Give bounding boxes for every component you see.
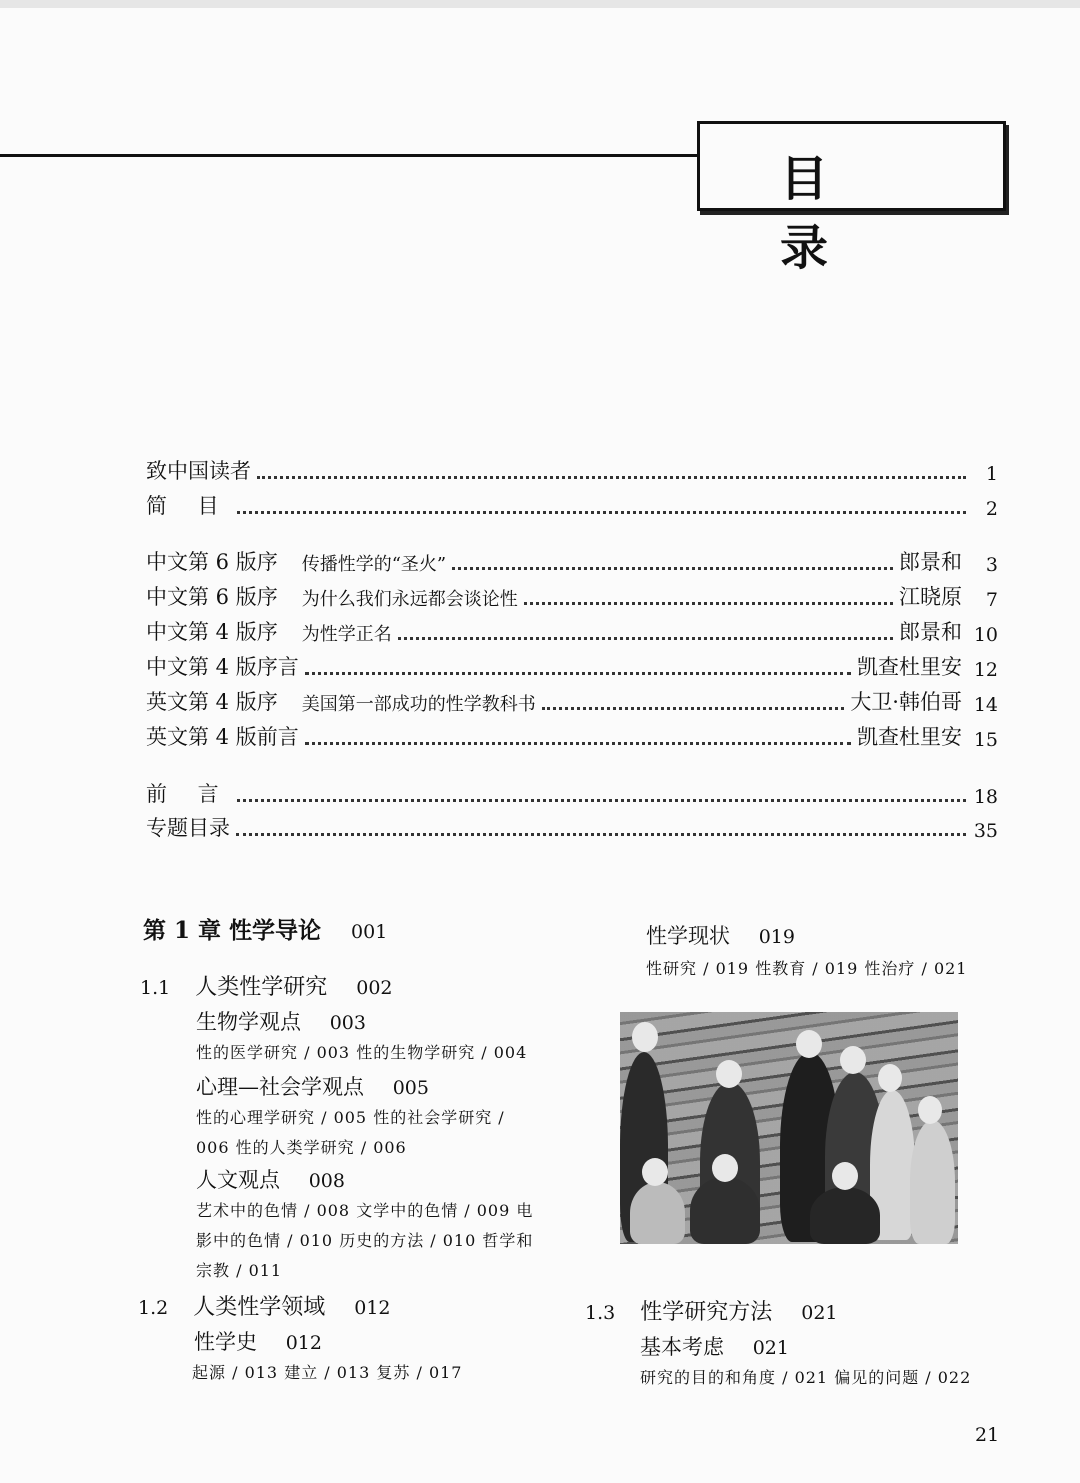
chapter-page: 001 bbox=[351, 921, 388, 943]
toc-page: 12 bbox=[973, 659, 998, 681]
leader-dots bbox=[257, 476, 966, 479]
section-number: 1.3 bbox=[585, 1302, 616, 1324]
toc-label: 专题目录 bbox=[146, 816, 230, 840]
toc-subtitle: 为性学正名 bbox=[301, 624, 392, 645]
toc-row[interactable] bbox=[146, 455, 998, 485]
chapter-title[interactable] bbox=[143, 912, 387, 945]
top-strip bbox=[0, 0, 1080, 8]
toc-label: 英文第 4 版前言 bbox=[146, 725, 299, 749]
subsection-page: 003 bbox=[329, 1012, 366, 1034]
toc-page: 15 bbox=[973, 729, 998, 751]
toc-page: 2 bbox=[985, 498, 998, 520]
toc-page: 3 bbox=[985, 554, 998, 576]
toc-subtitle: 美国第一部成功的性学教科书 bbox=[301, 694, 536, 715]
toc-subtitle: 为什么我们永远都会谈论性 bbox=[301, 589, 518, 610]
topic-list: 起源 / 013 建立 / 013 复苏 / 017 bbox=[192, 1363, 463, 1382]
toc-row[interactable] bbox=[146, 616, 998, 646]
toc-subtitle: 传播性学的“圣火” bbox=[301, 554, 447, 575]
topic-list: 性的心理学研究 / 005 性的社会学研究 / 006 性的人类学研究 / 006 bbox=[196, 1108, 505, 1157]
section-number: 1.2 bbox=[138, 1297, 169, 1319]
topic-list: 性研究 / 019 性教育 / 019 性治疗 / 021 bbox=[646, 959, 968, 978]
chapter-label: 第 1 章 性学导论 bbox=[143, 917, 322, 944]
subsection-page: 019 bbox=[758, 926, 795, 948]
section-title: 人类性学领域 bbox=[193, 1295, 326, 1320]
toc-label: 简 目 bbox=[146, 494, 231, 518]
toc-page: 18 bbox=[973, 786, 998, 808]
toc-label: 中文第 6 版序 bbox=[146, 550, 278, 574]
toc-row[interactable] bbox=[146, 686, 998, 716]
toc-label: 前 言 bbox=[146, 782, 231, 806]
leader-dots bbox=[305, 742, 851, 745]
subsection-title: 人文观点 bbox=[196, 1168, 280, 1192]
section-1-3[interactable] bbox=[585, 1295, 838, 1326]
toc-author: 凯查杜里安 bbox=[857, 655, 962, 679]
subsection-title: 生物学观点 bbox=[196, 1010, 301, 1034]
toc-row[interactable] bbox=[146, 546, 998, 576]
toc-page: 10 bbox=[973, 624, 998, 646]
leader-dots bbox=[305, 672, 851, 675]
toc-page: 7 bbox=[985, 589, 998, 611]
toc-label: 中文第 4 版序 bbox=[146, 620, 278, 644]
subsection-page: 008 bbox=[308, 1170, 345, 1192]
subsection-title: 性学现状 bbox=[646, 924, 730, 948]
toc-row[interactable] bbox=[146, 581, 998, 611]
section-page: 021 bbox=[801, 1302, 838, 1324]
toc-row[interactable] bbox=[146, 778, 998, 808]
subsection-current-status[interactable] bbox=[646, 920, 795, 950]
toc-label: 中文第 6 版序 bbox=[146, 585, 278, 609]
toc-row[interactable] bbox=[146, 721, 998, 751]
subsection-title: 基本考虑 bbox=[640, 1335, 724, 1359]
subsection-page: 005 bbox=[392, 1077, 429, 1099]
subsection-page: 021 bbox=[752, 1337, 789, 1359]
topic-list: 性的医学研究 / 003 性的生物学研究 / 004 bbox=[196, 1043, 528, 1062]
toc-author: 郎景和 bbox=[899, 620, 962, 644]
toc-row[interactable] bbox=[146, 651, 998, 681]
page-title: 目 录 bbox=[780, 151, 875, 276]
header-rule bbox=[0, 154, 700, 157]
leader-dots bbox=[237, 799, 966, 802]
section-title: 性学研究方法 bbox=[640, 1300, 773, 1325]
subsection-basic[interactable] bbox=[640, 1331, 789, 1361]
topic-list: 研究的目的和角度 / 021 偏见的问题 / 022 bbox=[640, 1368, 972, 1387]
leader-dots bbox=[237, 511, 966, 514]
toc-page: 1 bbox=[985, 463, 998, 485]
toc-label: 英文第 4 版序 bbox=[146, 690, 278, 714]
subsection-title: 性学史 bbox=[194, 1330, 257, 1354]
section-page: 012 bbox=[354, 1297, 391, 1319]
subsection-humanities[interactable] bbox=[196, 1164, 345, 1194]
toc-page: 14 bbox=[973, 694, 998, 716]
leader-dots bbox=[398, 637, 893, 640]
topic-list: 艺术中的色情 / 008 文学中的色情 / 009 电影中的色情 / 010 历史的方法 / 010 哲学和宗教 / 011 bbox=[196, 1201, 534, 1280]
toc-label: 中文第 4 版序言 bbox=[146, 655, 299, 679]
page-number: 21 bbox=[975, 1424, 1000, 1446]
leader-dots bbox=[236, 833, 966, 836]
leader-dots bbox=[542, 707, 845, 710]
toc-author: 大卫·韩伯哥 bbox=[850, 690, 962, 714]
section-title: 人类性学研究 bbox=[195, 975, 328, 1000]
subsection-biology[interactable] bbox=[196, 1006, 366, 1036]
subsection-psychosocial[interactable] bbox=[196, 1071, 429, 1101]
toc-row[interactable] bbox=[146, 490, 998, 520]
group-photo bbox=[620, 1012, 958, 1244]
toc-author: 江晓原 bbox=[899, 585, 962, 609]
toc-label: 致中国读者 bbox=[146, 459, 251, 483]
leader-dots bbox=[524, 602, 893, 605]
title-box bbox=[697, 121, 1006, 276]
subsection-page: 012 bbox=[285, 1332, 322, 1354]
section-1-1[interactable] bbox=[140, 970, 393, 1001]
section-page: 002 bbox=[356, 977, 393, 999]
section-number: 1.1 bbox=[140, 977, 171, 999]
leader-dots bbox=[452, 567, 893, 570]
toc-row[interactable] bbox=[146, 812, 998, 842]
toc-page: 35 bbox=[973, 820, 998, 842]
subsection-history[interactable] bbox=[194, 1326, 322, 1356]
toc-author: 郎景和 bbox=[899, 550, 962, 574]
section-1-2[interactable] bbox=[138, 1290, 391, 1321]
subsection-title: 心理—社会学观点 bbox=[196, 1075, 364, 1099]
toc-author: 凯查杜里安 bbox=[857, 725, 962, 749]
